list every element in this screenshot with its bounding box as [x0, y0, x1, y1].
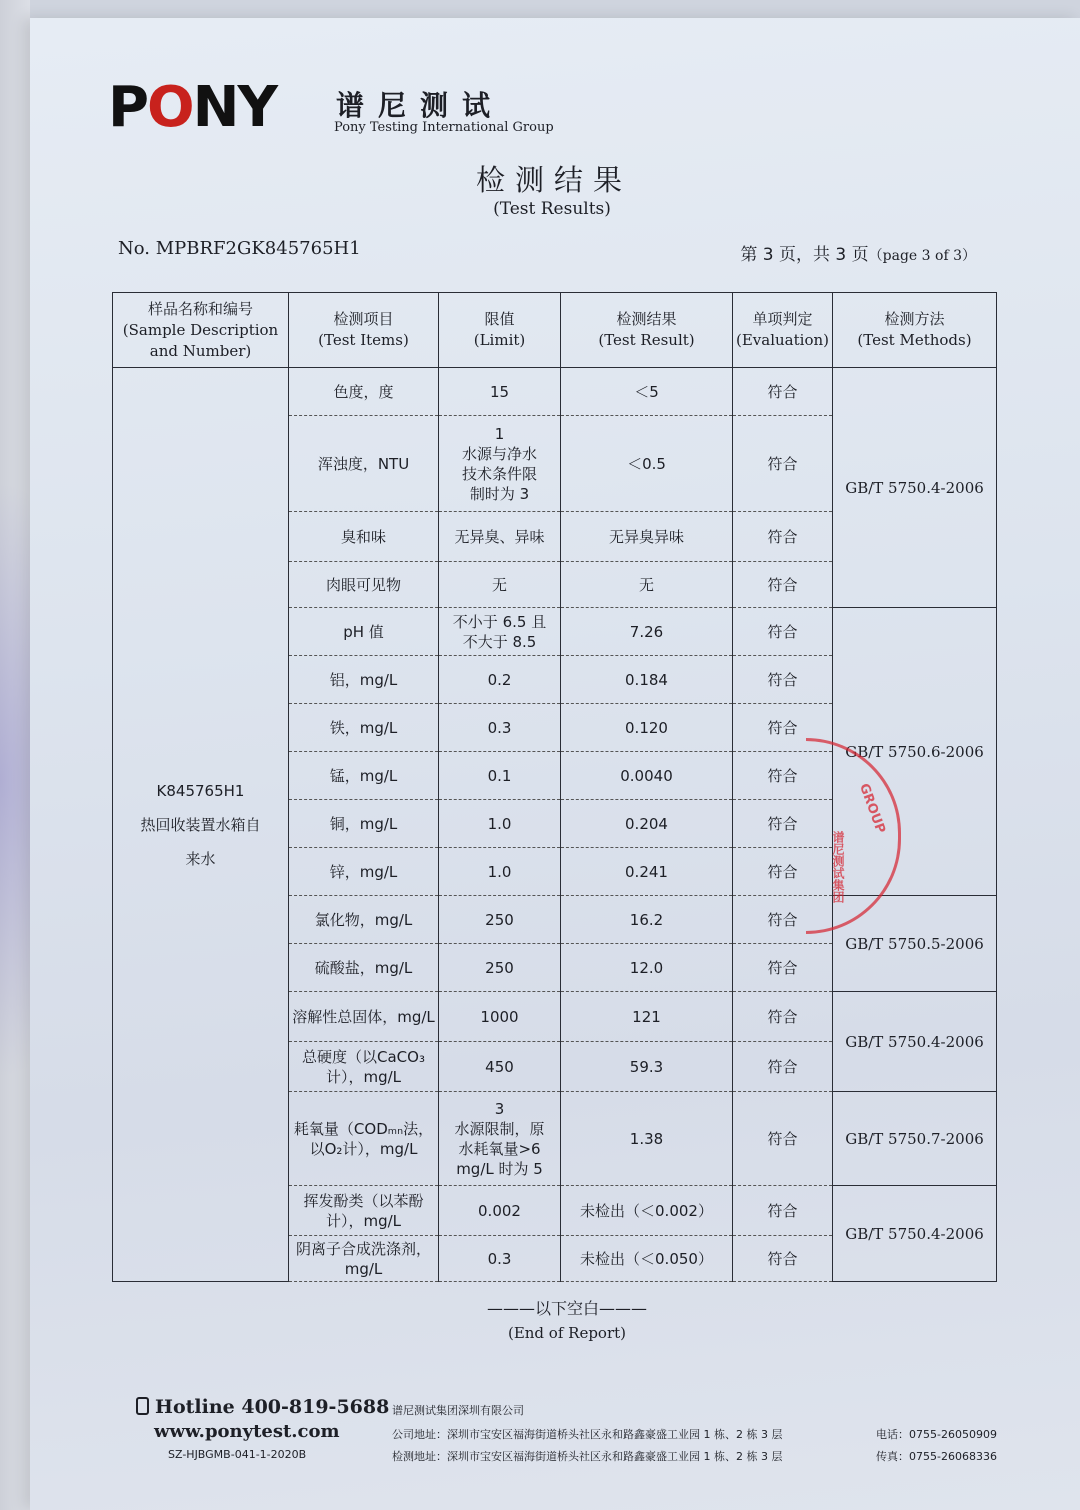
header-result-cn: 检测结果 [616, 310, 677, 328]
limit-line: 水源限制，原 [454, 1119, 545, 1138]
evaluation: 符合 [733, 368, 833, 416]
test-result: ＜5 [561, 368, 733, 416]
header-evaluation-cn: 单项判定 [752, 310, 813, 328]
test-result: 未检出（＜0.002） [561, 1186, 733, 1236]
test-result: 0.120 [561, 704, 733, 752]
limit-line: 450 [485, 1057, 514, 1076]
limit-cell [439, 848, 561, 896]
table-row [113, 368, 997, 416]
limit-cell [439, 752, 561, 800]
sample-desc: 热回收装置水箱自 [140, 815, 261, 834]
page-number-cn: 第 3 页，共 3 页 [740, 245, 869, 265]
limit-line: 不小于 6.5 且 [452, 612, 547, 631]
limit-cell [439, 1042, 561, 1092]
test-result: 12.0 [561, 944, 733, 992]
limit-line: 不大于 8.5 [462, 632, 537, 651]
test-result: 1.38 [561, 1092, 733, 1186]
seal-text-cn: 谱尼测试集团 [831, 831, 845, 903]
limit-line: 3 [494, 1099, 505, 1118]
test-method: GB/T 5750.4-2006 [833, 992, 997, 1092]
test-result: 无异臭异味 [561, 512, 733, 562]
test-item: 挥发酚类（以苯酚计），mg/L [289, 1186, 439, 1236]
hotline-text: Hotline 400-819-5688 [155, 1396, 390, 1418]
test-result: 无 [561, 562, 733, 608]
website: www.ponytest.com [154, 1421, 340, 1442]
test-result: 0.204 [561, 800, 733, 848]
company-address: 公司地址：深圳市宝安区福海街道桥头社区永和路鑫豪盛工业园 1 栋、2 栋 3 层 [392, 1428, 783, 1441]
test-method: GB/T 5750.7-2006 [833, 1092, 997, 1186]
page-number [740, 240, 976, 265]
header-sample-cn: 样品名称和编号 [147, 299, 253, 318]
sample-id: K845765H1 [156, 781, 245, 800]
test-result: 0.0040 [561, 752, 733, 800]
header-method-en: (Test Methods) [857, 331, 972, 349]
limit-line: 0.2 [487, 670, 512, 689]
limit-cell [439, 1186, 561, 1236]
test-result: 59.3 [561, 1042, 733, 1092]
limit-cell [439, 992, 561, 1042]
test-result: 未检出（＜0.050） [561, 1236, 733, 1282]
header-items-en: (Test Items) [318, 331, 409, 349]
limit-cell [439, 656, 561, 704]
limit-line: 250 [485, 958, 514, 977]
test-result: ＜0.5 [561, 416, 733, 512]
evaluation: 符合 [733, 1186, 833, 1236]
test-method: GB/T 5750.4-2006 [833, 368, 997, 608]
test-item: 阴离子合成洗涤剂，mg/L [289, 1236, 439, 1282]
limit-line: mg/L 时为 5 [456, 1159, 543, 1178]
test-item: 浑浊度，NTU [289, 416, 439, 512]
limit-line: 15 [489, 382, 510, 401]
header-result [561, 293, 733, 368]
test-result: 16.2 [561, 896, 733, 944]
evaluation: 符合 [733, 416, 833, 512]
limit-cell [439, 1236, 561, 1282]
page-number-en: （page 3 of 3） [868, 248, 976, 264]
header-evaluation [733, 293, 833, 368]
evaluation: 符合 [733, 752, 833, 800]
test-address: 检测地址：深圳市宝安区福海街道桥头社区永和路鑫豪盛工业园 1 栋、2 栋 3 层 [392, 1450, 783, 1463]
limit-line: 1000 [480, 1007, 519, 1026]
limit-cell [439, 1092, 561, 1186]
limit-line: 水耗氧量>6 [458, 1139, 541, 1158]
limit-cell [439, 704, 561, 752]
end-marker: ———以下空白——— [486, 1299, 647, 1318]
test-item: 铝，mg/L [289, 656, 439, 704]
limit-line: 技术条件限 [461, 464, 537, 483]
test-item: 总硬度（以CaCO₃计），mg/L [289, 1042, 439, 1092]
limit-line: 1.0 [487, 814, 512, 833]
limit-line: 制时为 3 [469, 484, 530, 503]
test-result: 0.184 [561, 656, 733, 704]
evaluation: 符合 [733, 656, 833, 704]
header-sample-en2: and Number) [149, 341, 252, 360]
footer [136, 1396, 1016, 1476]
evaluation: 符合 [733, 848, 833, 896]
test-item: 色度，度 [289, 368, 439, 416]
header-sample [113, 293, 289, 368]
limit-line: 0.002 [478, 1201, 521, 1220]
header-result-en: (Test Result) [598, 331, 695, 349]
limit-cell [439, 608, 561, 656]
test-item: 臭和味 [289, 512, 439, 562]
fax: 传真：0755-26068336 [876, 1450, 997, 1463]
hotline [136, 1396, 389, 1418]
logo-en-name: Pony Testing International Group [334, 120, 554, 135]
test-method: GB/T 5750.6-2006 [833, 608, 997, 896]
limit-line: 0.1 [487, 766, 512, 785]
test-item: 溶解性总固体，mg/L [289, 992, 439, 1042]
test-item: 氯化物，mg/L [289, 896, 439, 944]
evaluation: 符合 [733, 1092, 833, 1186]
test-item: 硫酸盐，mg/L [289, 944, 439, 992]
form-code: SZ-HJBGMB-041-1-2020B [168, 1448, 307, 1461]
limit-line: 1.0 [487, 862, 512, 881]
evaluation: 符合 [733, 608, 833, 656]
test-method: GB/T 5750.4-2006 [833, 1186, 997, 1282]
seal-text-en: GROUP [856, 781, 888, 836]
evaluation: 符合 [733, 992, 833, 1042]
limit-line: 无 [491, 575, 507, 594]
test-result: 121 [561, 992, 733, 1042]
limit-line: 0.3 [487, 1249, 512, 1268]
header-sample-en1: (Sample Description [122, 320, 279, 339]
end-marker-en: (End of Report) [507, 1324, 627, 1342]
evaluation: 符合 [733, 562, 833, 608]
test-item: 肉眼可见物 [289, 562, 439, 608]
limit-line: 1 [494, 424, 505, 443]
evaluation: 符合 [733, 1236, 833, 1282]
report-number: No. MPBRF2GK845765H1 [118, 238, 361, 259]
test-item: 铜，mg/L [289, 800, 439, 848]
limit-line: 无异臭、异味 [454, 527, 545, 546]
test-item: 铁，mg/L [289, 704, 439, 752]
limit-line: 250 [485, 910, 514, 929]
evaluation: 符合 [733, 944, 833, 992]
logo-brand: PONY [108, 75, 277, 140]
limit-cell [439, 512, 561, 562]
limit-cell [439, 416, 561, 512]
header-limit-en: (Limit) [473, 331, 526, 349]
evaluation: 符合 [733, 896, 833, 944]
header-items-cn: 检测项目 [333, 310, 394, 328]
limit-cell [439, 562, 561, 608]
limit-cell [439, 800, 561, 848]
test-result: 0.241 [561, 848, 733, 896]
evaluation: 符合 [733, 1042, 833, 1092]
limit-cell [439, 368, 561, 416]
evaluation: 符合 [733, 800, 833, 848]
page-subtitle: (Test Results) [493, 199, 611, 219]
sample-desc: 来水 [185, 849, 216, 868]
test-method: GB/T 5750.5-2006 [833, 896, 997, 992]
table-header-row [113, 293, 997, 368]
header-method [833, 293, 997, 368]
company-name: 谱尼测试集团深圳有限公司 [392, 1404, 524, 1417]
test-result: 7.26 [561, 608, 733, 656]
limit-line: 0.3 [487, 718, 512, 737]
evaluation: 符合 [733, 704, 833, 752]
evaluation: 符合 [733, 512, 833, 562]
test-item: 耗氧量（CODₘₙ法，以O₂计），mg/L [289, 1092, 439, 1186]
limit-cell [439, 944, 561, 992]
test-item: 锰，mg/L [289, 752, 439, 800]
header-method-cn: 检测方法 [884, 310, 945, 328]
header-limit [439, 293, 561, 368]
header-evaluation-en: (Evaluation) [736, 331, 829, 349]
logo-cn-name: 谱尼测试 [336, 89, 505, 122]
limit-cell [439, 896, 561, 944]
telephone: 电话：0755-26050909 [876, 1428, 997, 1441]
header-limit-cn: 限值 [484, 310, 515, 328]
limit-line: 水源与净水 [461, 444, 537, 463]
test-item: pH 值 [289, 608, 439, 656]
test-item: 锌，mg/L [289, 848, 439, 896]
page-title: 检测结果 [475, 163, 632, 197]
sample-cell [113, 368, 289, 1282]
header-items [289, 293, 439, 368]
phone-icon [136, 1397, 149, 1415]
